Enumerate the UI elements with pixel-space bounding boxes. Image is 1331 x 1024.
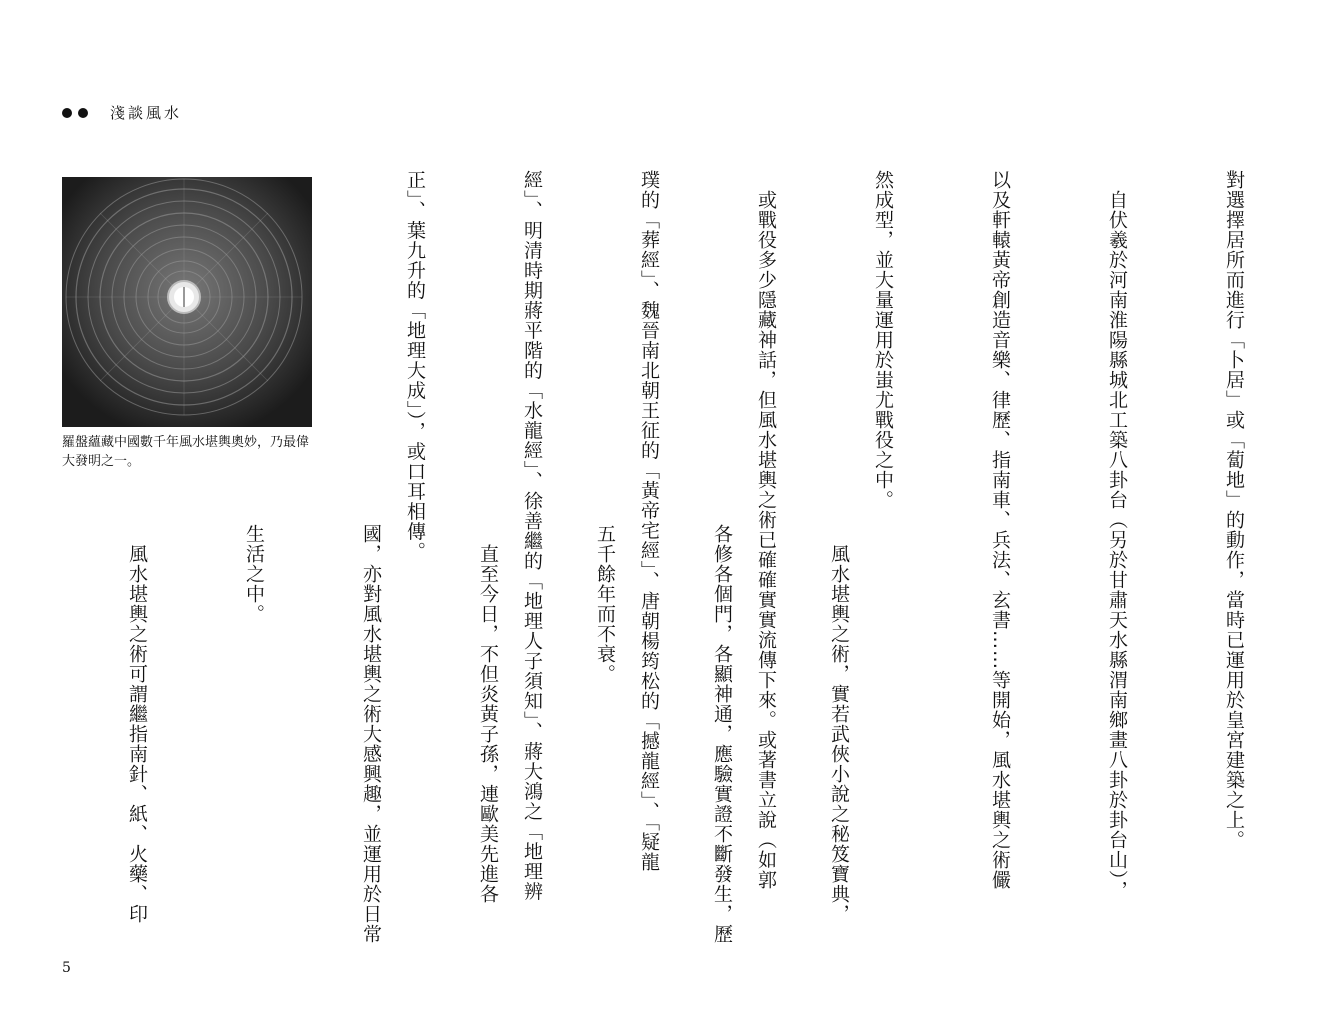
running-header-title: 淺談風水	[110, 104, 183, 122]
lower-body-text	[78, 524, 936, 944]
text-column: 經」、明清時期蔣平階的「水龍經」、徐善繼的「地理人子須知」、蔣大鴻之「地理辨	[521, 170, 543, 902]
page-number: 5	[62, 960, 71, 976]
text-column: 風水堪輿之術，實若武俠小說之秘笈寶典，	[828, 524, 850, 924]
text-column: 璞的「葬經」、魏晉南北朝王征的「黃帝宅經」、唐朝楊筠松的「撼龍經」、「疑龍	[638, 170, 660, 872]
compass-photo	[62, 177, 312, 427]
bullet-icon	[78, 108, 88, 118]
bullet-icon	[62, 108, 72, 118]
text-column: 自伏羲於河南淮陽縣城北工築八卦台（另於甘肅天水縣渭南鄉畫八卦於卦台山），	[1106, 170, 1128, 901]
text-column: 然成型，並大量運用於蚩尤戰役之中。	[872, 170, 894, 510]
running-header	[62, 102, 182, 123]
photo-caption: 羅盤蘊藏中國數千年風水堪輿奧妙，乃最偉大發明之一。	[62, 435, 310, 469]
luopan-compass-image	[62, 177, 312, 427]
text-column: 直至今日，不但炎黃子孫，連歐美先進各	[477, 524, 499, 904]
text-column: 五千餘年而不衰。	[594, 524, 616, 684]
text-column: 或戰役多少隱藏神話，但風水堪輿之術已確確實實流傳下來。或著書立說（如郭	[755, 170, 777, 890]
text-column: 生活之中。	[243, 524, 265, 624]
text-column: 國，亦對風水堪輿之術大感興趣，並運用於日常	[360, 524, 382, 944]
text-column: 對選擇居所而進行「卜居」或「蔔地」的動作，當時已運用於皇宮建築之上。	[1223, 170, 1245, 850]
text-column: 正」、葉九升的「地理大成」），或口耳相傳。	[404, 170, 426, 562]
text-column: 風水堪輿之術可謂繼指南針、紙、火藥、印	[126, 524, 148, 924]
text-column: 各修各個門，各顯神通，應驗實證不斷發生，歷	[711, 524, 733, 944]
text-column: 以及軒轅黃帝創造音樂、律歷、指南車、兵法、玄書……等開始，風水堪輿之術儼	[989, 170, 1011, 890]
